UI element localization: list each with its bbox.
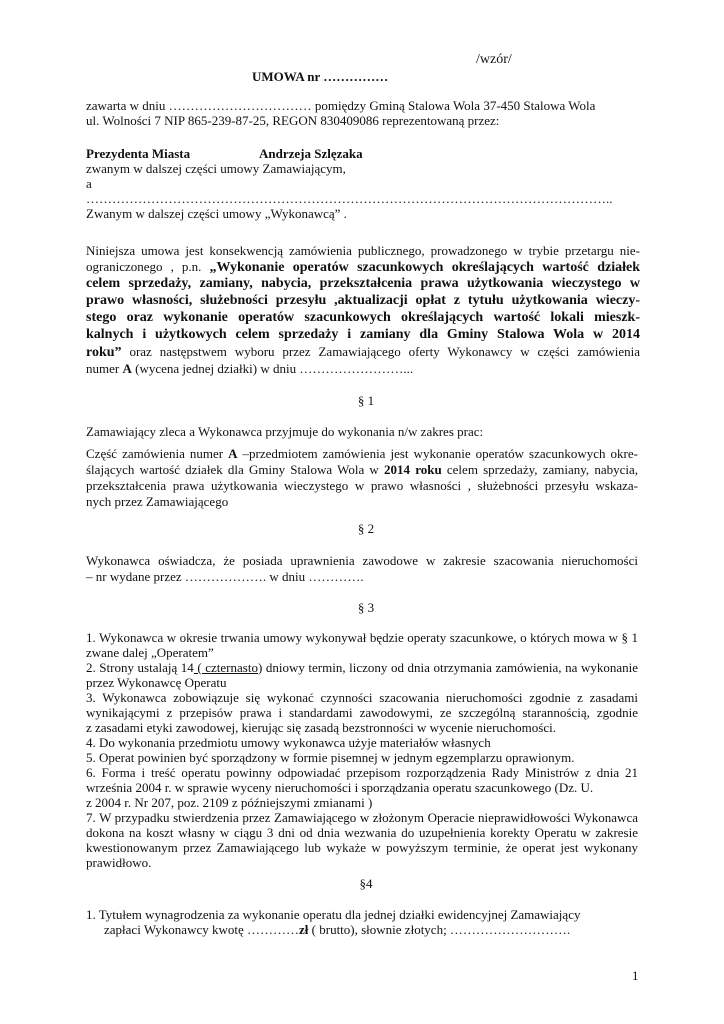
s3-line: z zasadami etyki zawodowej, kierując się zasadą bezstronności w wycenie nieruchomości. bbox=[86, 720, 556, 735]
s4-line: 1. Tytułem wynagrodzenia za wykonanie operatu dla jednej działki ewidencyjnej Zamawiający bbox=[86, 907, 581, 922]
s4-text: ( brutto), słownie złotych; ………………………. bbox=[308, 922, 571, 937]
s1-text: ślających wartość działek dla Gminy Stalowa Wola w bbox=[86, 462, 385, 477]
s4-text: zapłaci Wykonawcy kwotę ………… bbox=[104, 922, 300, 937]
s3-line: września 2004 r. w sprawie wyceny nieruchomości i sporządzania operatu szacunkowego (Dz. U. bbox=[86, 780, 594, 795]
section-1-line: przekształcenia prawa użytkowania wieczystego w prawo własności , służebności przesyłu wskaza- bbox=[86, 478, 638, 493]
section-2-line: Wykonawca oświadcza, że posiada uprawnienia zawodowe w zakresie szacowania nieruchomości bbox=[86, 553, 638, 568]
conjunction: a bbox=[86, 176, 92, 191]
s3-line: wynikającymi z przepisów prawa i standardami zawodowymi, ze szczególną starannością, zgodnie bbox=[86, 705, 638, 720]
currency: zł bbox=[299, 922, 309, 937]
s3-line: 1. Wykonawca w okresie trwania umowy wykonywał będzie operaty szacunkowe, o których mowa w § 1 bbox=[86, 630, 638, 645]
term-words: ( czternasto bbox=[193, 660, 258, 675]
preamble-text: numer bbox=[86, 361, 123, 376]
preamble-line: Niniejsza umowa jest konsekwencją zamówienia publicznego, prowadzonego w trybie przetargu nie- bbox=[86, 243, 640, 258]
section-4-body bbox=[86, 907, 638, 937]
section-4-heading: §4 bbox=[359, 876, 373, 891]
s3-line: prawidłowo. bbox=[86, 855, 152, 870]
s1-text: Część zamówienia numer bbox=[86, 446, 229, 461]
section-1-line: nych przez Zamawiającego bbox=[86, 494, 229, 509]
s1-text: –przedmiotem zamówienia jest wykonanie operatów szacunkowych okre- bbox=[237, 446, 638, 461]
s1-text: celem sprzedaży, zamiany, nabycia, bbox=[441, 462, 638, 477]
intro-line: ul. Wolności 7 NIP 865-239-87-25, REGON 830409086 reprezentowaną przez: bbox=[86, 113, 500, 128]
preamble-line bbox=[86, 259, 640, 276]
intro-block bbox=[86, 98, 656, 128]
s3-line: 4. Do wykonania przedmiotu umowy wykonawca użyje materiałów własnych bbox=[86, 735, 491, 750]
section-3-heading: § 3 bbox=[357, 600, 375, 615]
s3-line: z 2004 r. Nr 207, poz. 2109 z późniejszymi zmianami ) bbox=[86, 795, 373, 810]
section-1-scope bbox=[86, 424, 656, 439]
project-title-line: prawo własności, służebności przesyłu ,aktualizacji opłat z tytułu użytkowania wieczy- bbox=[86, 293, 640, 308]
part-letter: A bbox=[122, 361, 132, 376]
preamble bbox=[86, 243, 640, 376]
part-letter: A bbox=[228, 446, 238, 461]
s3-line: 7. W przypadku stwierdzenia przez Zamawiającego w złożonym Operacie nieprawidłowości Wykonawca bbox=[86, 810, 638, 825]
s3-text: ) dniowy termin, liczony od dnia otrzymania zamówienia, na wykonanie bbox=[257, 660, 638, 675]
contractor-blank: ………………………………………………………………………………………………………….. bbox=[86, 191, 613, 206]
s3-line: dokona na koszt własny w ciągu 3 dni od dnia wezwania do uzupełnienia korekty Operatu w zakresie bbox=[86, 825, 638, 840]
scope-line: Zamawiający zleca a Wykonawca przyjmuje do wykonania n/w zakres prac: bbox=[86, 424, 484, 439]
s3-text: 2. Strony ustalają 14 bbox=[86, 660, 194, 675]
section-1-line bbox=[86, 462, 638, 478]
section-2-line: – nr wydane przez ………………. w dniu …………. bbox=[86, 569, 364, 584]
intro-line: zawarta w dniu …………………………… pomiędzy Gminą Stalowa Wola 37-450 Stalowa Wola bbox=[86, 98, 596, 113]
preamble-text: oraz następstwem wyboru przez Zamawiającego oferty Wykonawcy w części zamówienia bbox=[121, 344, 640, 359]
s3-line: przez Wykonawcę Operatu bbox=[86, 675, 227, 690]
s3-line: zwane dalej „Operatem” bbox=[86, 645, 214, 660]
section-2-heading: § 2 bbox=[357, 521, 375, 536]
signatory-block bbox=[86, 146, 656, 221]
preamble-line bbox=[86, 361, 640, 376]
template-label: /wzór/ bbox=[476, 52, 512, 67]
s3-line: kwestionowanym przez Zamawiającego lub wykaże w powyższym terminie, że operat jest wykonany bbox=[86, 840, 638, 855]
project-title-line: stego oraz wykonanie operatów szacunkowych określających wartość lokali mieszk- bbox=[86, 310, 640, 325]
year: 2014 roku bbox=[384, 462, 442, 477]
section-3-body bbox=[86, 630, 638, 870]
section-2-body bbox=[86, 553, 638, 584]
signatory-line bbox=[86, 146, 656, 161]
section-1-body bbox=[86, 446, 638, 509]
project-title-line: kalnych i użytkowych celem sprzedaży i zamiany dla Gminy Stalowa Wola w 2014 bbox=[86, 327, 640, 342]
s3-line: 5. Operat powinien być sporządzony w formie pisemnej w jednym egzemplarzu oprawionym. bbox=[86, 750, 575, 765]
preamble-text: (wycena jednej działki) w dniu ……………………... bbox=[131, 361, 414, 376]
signatory-called: zwanym w dalszej części umowy Zamawiającym, bbox=[86, 161, 346, 176]
project-title-end: roku” bbox=[86, 345, 122, 360]
project-title: „Wykonanie operatów szacunkowych określających wartość działek bbox=[209, 260, 640, 275]
project-title-line: celem sprzedaży, zamiany, nabycia, przekształcenia prawa użytkowania wieczystego w bbox=[86, 276, 640, 291]
preamble-text: ograniczonego , p.n. bbox=[86, 259, 210, 274]
section-1-line bbox=[86, 446, 638, 462]
s3-line: 6. Forma i treść operatu powinny odpowiadać przepisom rozporządzenia Rady Ministrów z dnia 21 bbox=[86, 765, 638, 780]
signatory-name: Andrzeja Szlęzaka bbox=[259, 146, 363, 161]
signatory-role: Prezydenta Miasta bbox=[86, 146, 191, 161]
preamble-line bbox=[86, 344, 640, 361]
document-title: UMOWA nr …………… bbox=[252, 69, 389, 84]
contractor-called: Zwanym w dalszej części umowy „Wykonawcą” . bbox=[86, 206, 347, 221]
s4-line bbox=[86, 922, 638, 937]
page-number: 1 bbox=[632, 968, 639, 983]
s3-line bbox=[86, 660, 638, 675]
s3-line: 3. Wykonawca zobowiązuje się wykonać czynności szacowania nieruchomości zgodnie z zasadami bbox=[86, 690, 638, 705]
section-1-heading: § 1 bbox=[357, 393, 375, 408]
